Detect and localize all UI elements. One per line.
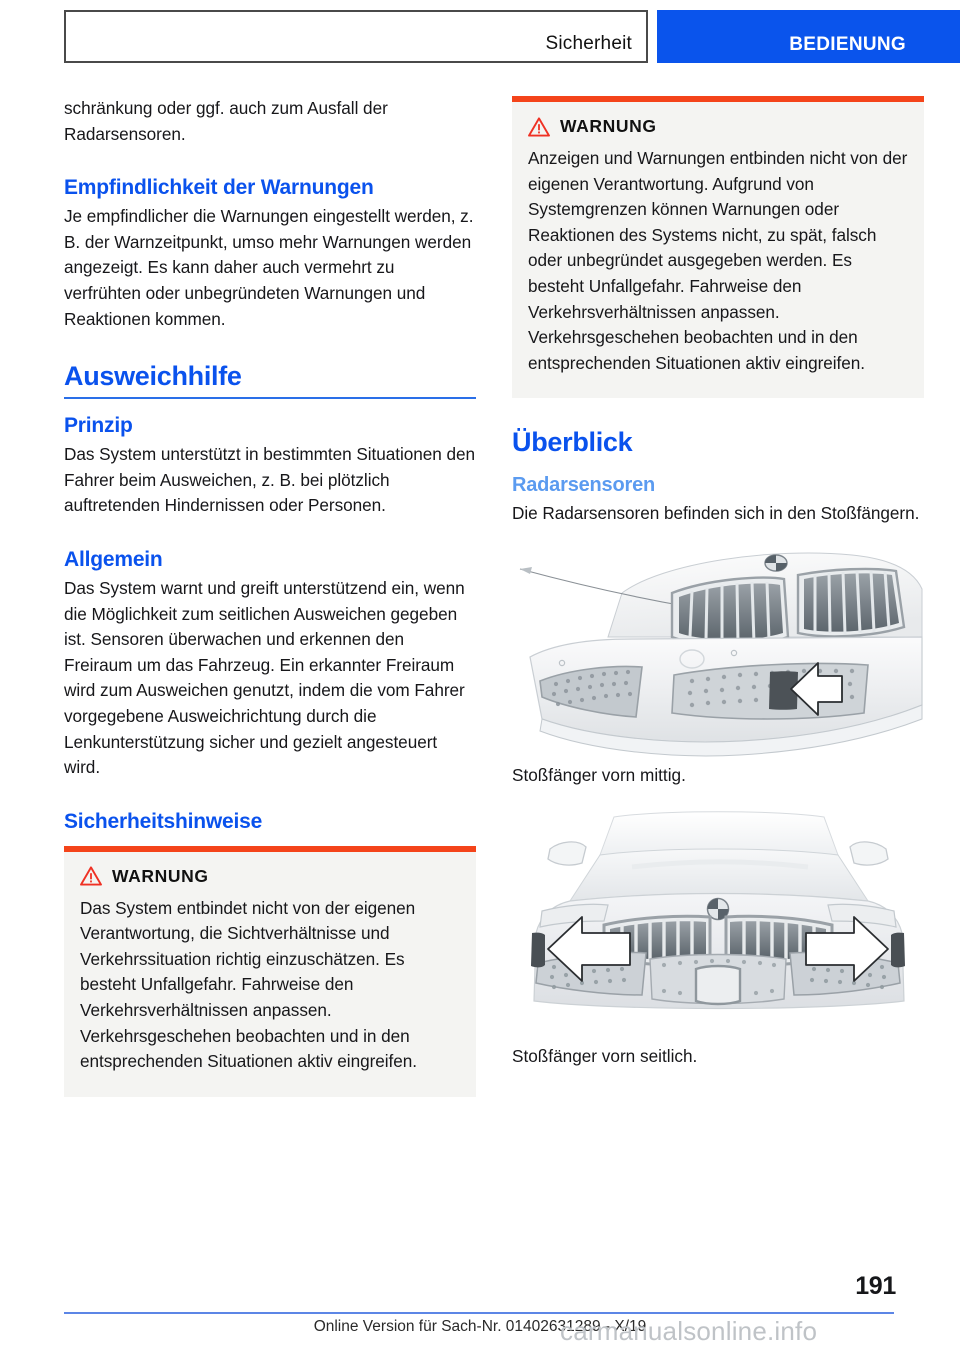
spacer: [64, 781, 476, 809]
heading-ueberblick: Überblick: [512, 427, 633, 458]
warning-triangle-icon: [80, 866, 102, 886]
mirror-left: [548, 841, 586, 864]
figure-bumper-front-lateral: [512, 805, 924, 1070]
warning-header: [80, 866, 460, 887]
license-plate-recess: [696, 966, 740, 1004]
spacer: [64, 519, 476, 547]
figure-caption: Stoßfänger vorn seitlich.: [512, 1045, 698, 1066]
radar-sensor-left: [531, 932, 545, 967]
chapter-tab[interactable]: [657, 10, 960, 63]
spacer: [512, 398, 924, 426]
spacer: [64, 332, 476, 360]
mirror-right: [850, 841, 888, 864]
page-footer: [0, 1272, 960, 1362]
heading-allgemein: Allgemein: [64, 547, 163, 571]
page-header: [0, 0, 960, 70]
heading-sicherheitshinweise: Sicherheitshinweise: [64, 809, 263, 833]
heading-ausweichhilfe: Ausweichhilfe: [64, 361, 242, 392]
heading-radarsensoren: Radarsensoren: [512, 474, 656, 497]
figure-caption: Stoßfänger vorn mittig.: [512, 764, 686, 785]
figure-bumper-front-center: [512, 541, 924, 789]
heading-prinzip: Prinzip: [64, 414, 133, 438]
warning-box-left: [64, 846, 476, 1097]
radarsensoren-body: Die Radarsensoren befinden sich in den Stoßfängern.: [512, 503, 920, 524]
allgemein-body: Das System warnt und greift unterstützend ein, wenn die Möglichkeit zum seitlichen Ausweichen gegeben ist. Sensoren überwachen und erkennen den Freiraum um das Fahrzeug. Ein erkannter Freiraum wird zum Ausweichen genutzt, indem die vom Fahrer vorgegebene Ausweichrichtung durch die Lenkunterstützung sicher und gezielt angesteuert wird.: [64, 577, 465, 778]
radar-sensor-right: [891, 932, 905, 967]
continued-paragraph: schränkung oder ggf. auch zum Ausfall der Radarsensoren.: [64, 98, 388, 144]
heading-rule: [64, 397, 476, 399]
prinzip-body: Das System unterstützt in bestimmten Situationen den Fahrer beim Ausweichen, z. B. bei plötzlich auftretenden Hindernissen oder Personen.: [64, 444, 476, 516]
footer-rule: [64, 1312, 894, 1314]
spacer: [64, 147, 476, 175]
warning-triangle-icon: [528, 117, 550, 137]
warning-title: WARNUNG: [112, 865, 209, 886]
section-tab-label: Sicherheit: [545, 33, 632, 54]
section-tab[interactable]: [64, 10, 648, 63]
page-number: 191: [855, 1272, 896, 1300]
right-column: [512, 96, 924, 1069]
bumper-front-lateral-illustration: [512, 805, 924, 1040]
warning-body: Das System entbindet nicht von der eigenen Verantwortung, die Sichtverhältnisse und Verkehrssituation richtig einzuschätzen. Es besteht Unfallgefahr. Fahrweise den Verkehrsverhältnissen anpassen. Verkehrsgeschehen beobachten und in den entsprechenden Situationen aktiv eingreifen.: [80, 897, 418, 1072]
warning-body: Anzeigen und Warnungen entbinden nicht von der eigenen Verantwortung. Aufgrund von Systemgrenzen können Warnungen oder Reaktionen des Systems nicht, zu spät, falsch oder unbegründet ausgegeben werden. Es besteht Unfallgefahr. Fahrweise den Verkehrsverhältnissen anpassen. Verkehrsgeschehen beobachten und in den entsprechenden Situationen aktiv eingreifen.: [528, 148, 908, 373]
warning-box-right: [512, 96, 924, 398]
warning-header: [528, 116, 908, 137]
bmw-roundel: [765, 555, 787, 571]
online-version-text: Online Version für Sach-Nr. 01402631289 - X/19: [313, 1318, 647, 1335]
warning-title: WARNUNG: [560, 116, 657, 136]
heading-empfindlichkeit: Empfindlichkeit der Warnungen: [64, 176, 374, 200]
bumper-front-center-illustration: [512, 541, 924, 759]
watermark: carmanualsonline.info: [560, 1316, 818, 1346]
left-column: [64, 96, 476, 1097]
chapter-tab-label: BEDIENUNG: [789, 34, 906, 55]
empfindlichkeit-body: Je empfindlicher die Warnungen eingestellt werden, z. B. der Warnzeitpunkt, umso mehr Warnungen werden angezeigt. Es kann daher auch vermehrt zu verfrühten oder unbegründeten Warnungen und Reaktionen kommen.: [64, 206, 474, 329]
